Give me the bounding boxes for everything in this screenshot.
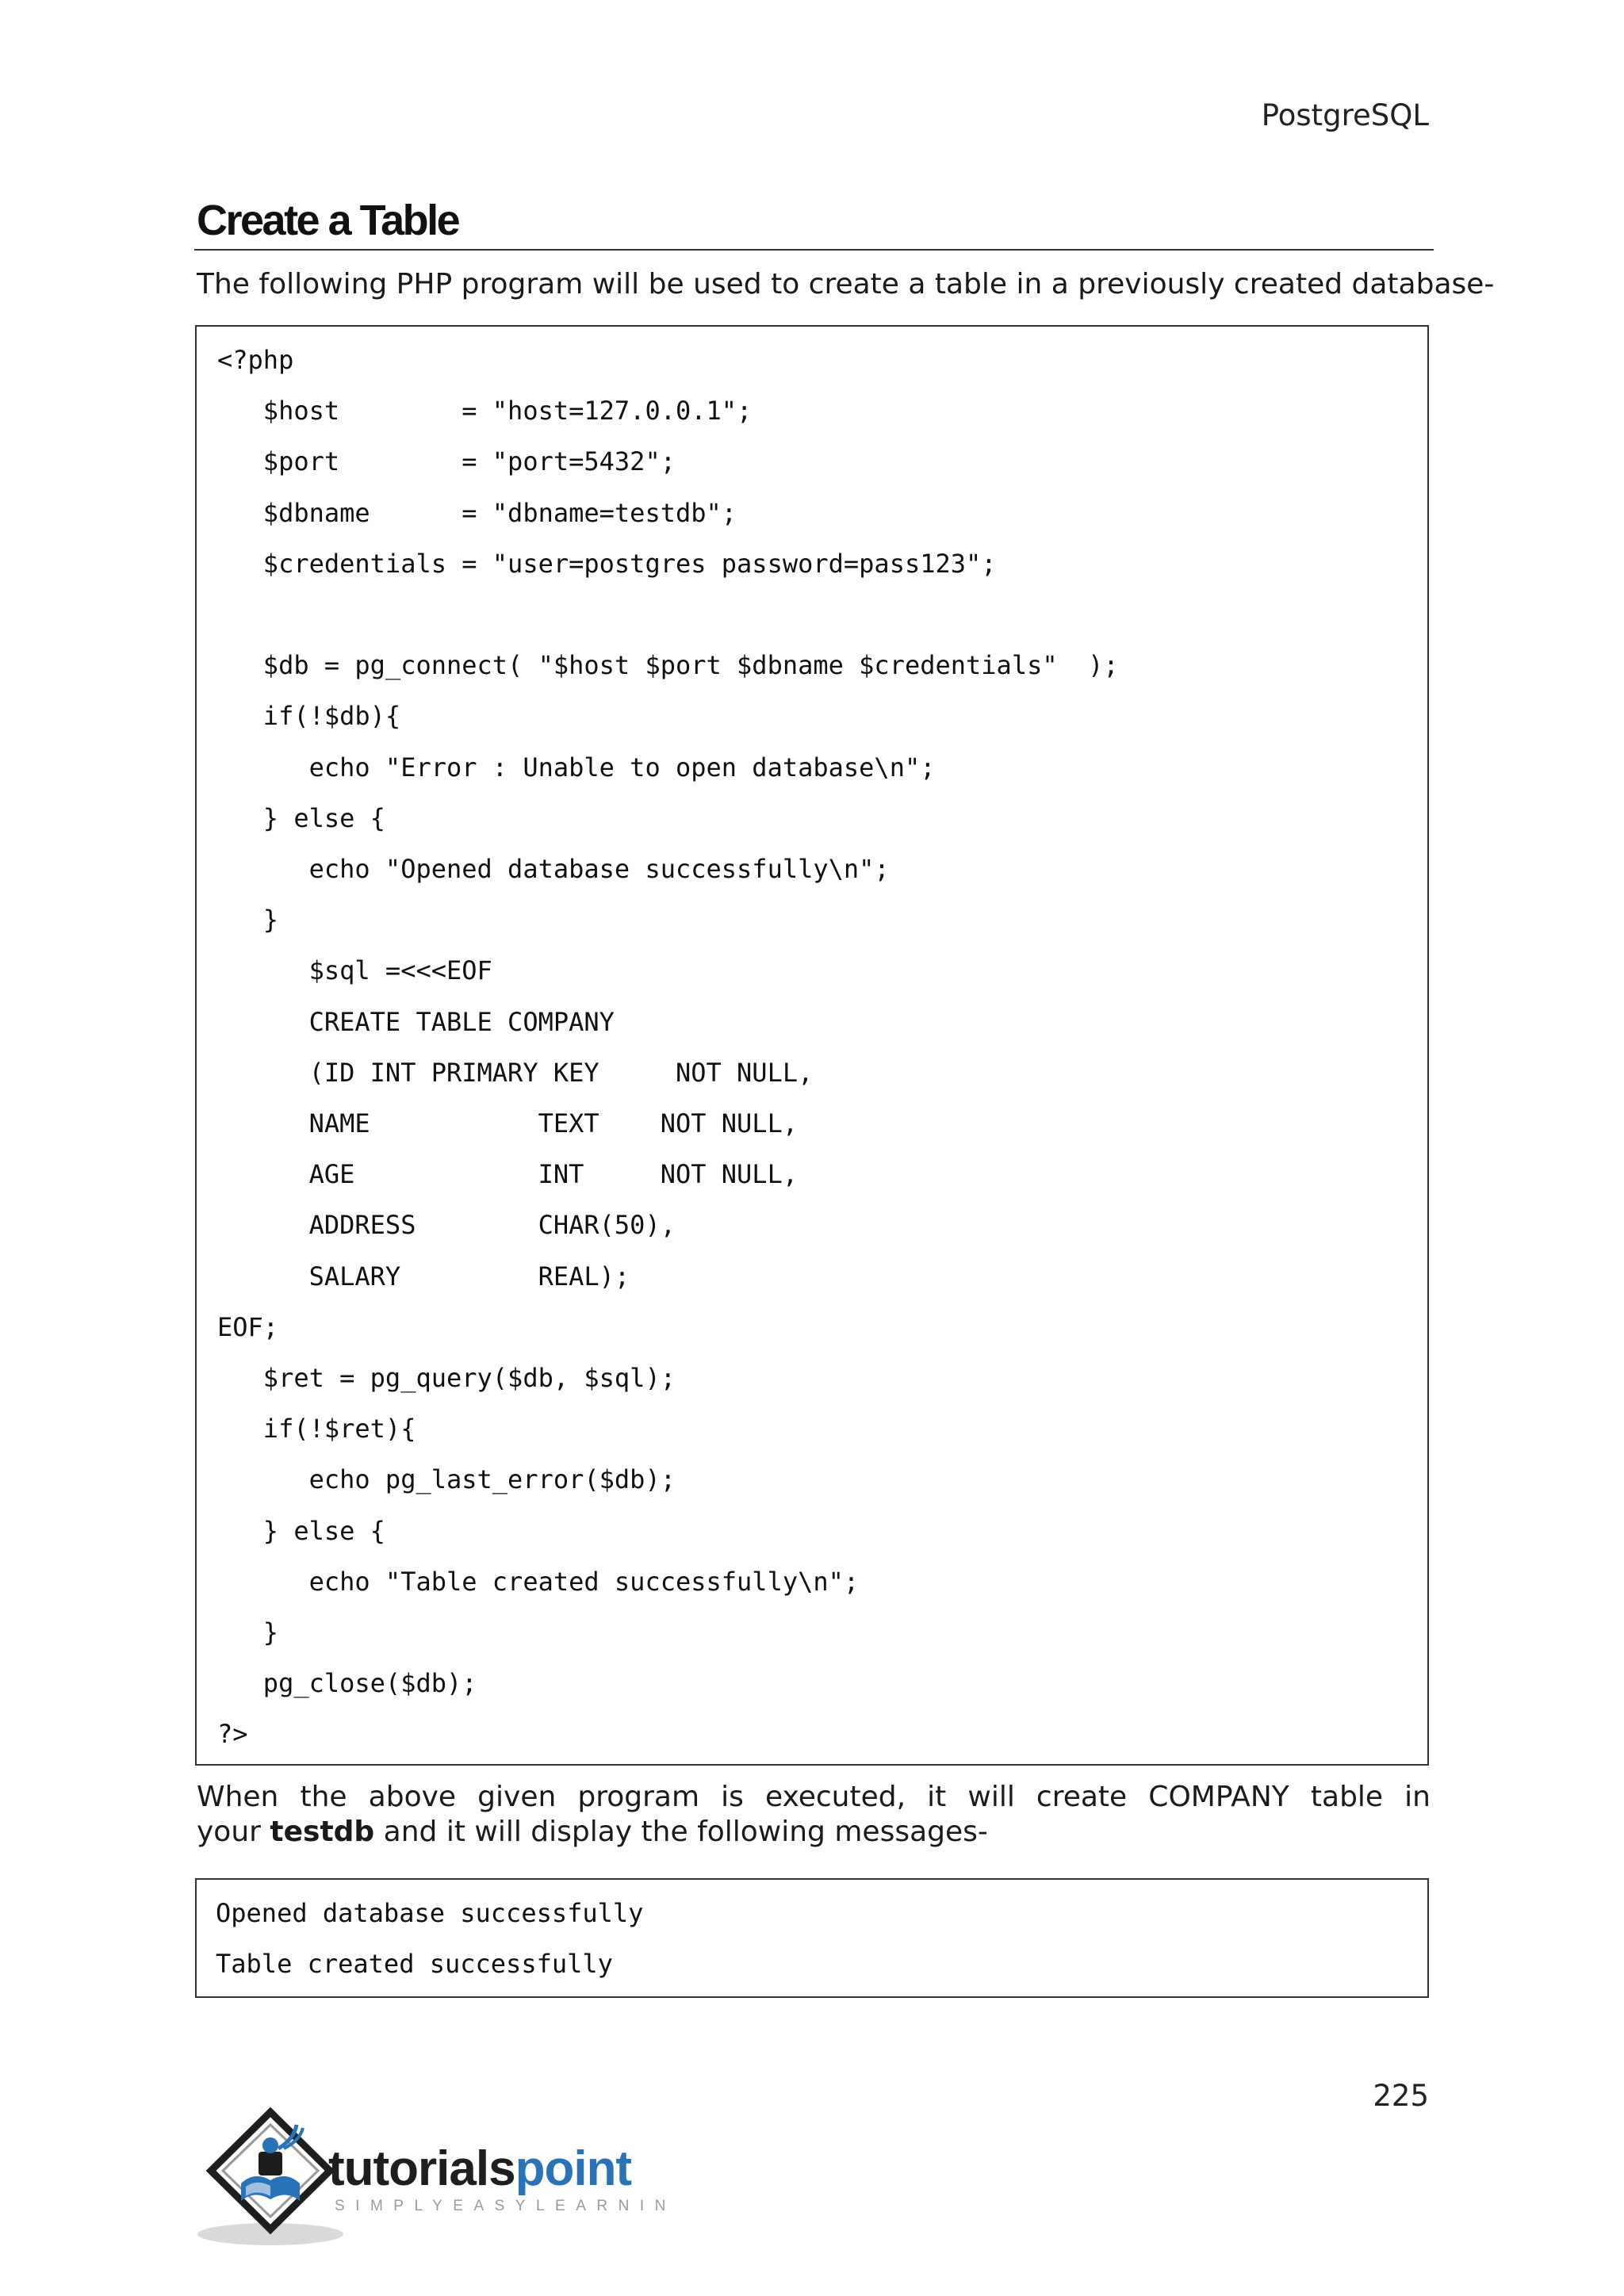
logo-wordmark [328, 2141, 631, 2196]
logo-word-accent: point [515, 2141, 632, 2196]
result-line-2-prefix: your [197, 1816, 270, 1848]
result-line-2-suffix: and it will display the following messages- [374, 1816, 988, 1848]
logo-word-primary: tutorials [328, 2141, 515, 2196]
code-text: <?php $host = "host=127.0.0.1"; $port = "port=5432"; $dbname = "dbname=testdb"; $credentials = "user=postgres password=pass123"; $db = pg_connect( "$host $port $dbname $credentials" ); if(!$db){ echo "Error : Unable to open database\n"; } else { echo "Opened database successfully\n"; } $sql =<<<EOF CREATE TABLE COMPANY (ID INT PRIMARY KEY NOT NULL, NAME TEXT NOT NULL, AGE INT NOT NULL, ADDRESS CHAR(50), SALARY REAL); EOF; $ret = pg_query($db, $sql); if(!$ret){ echo pg_last_error($db); } else { echo "Table created successfully\n"; } pg_close($db); ?> [217, 345, 1119, 1750]
result-paragraph [197, 1780, 1431, 1850]
output-text: Opened database successfully Table created successfully [216, 1898, 644, 1980]
logo-graphic [195, 2107, 671, 2250]
code-block [195, 325, 1429, 1766]
database-name: testdb [270, 1816, 375, 1848]
tutorialspoint-logo [195, 2107, 671, 2250]
intro-paragraph: The following PHP program will be used to create a table in a previously created database- [197, 268, 1495, 300]
result-line-1: When the above given program is executed, it will create COMPANY table in [197, 1781, 1431, 1813]
section-title: Create a Table [197, 197, 459, 244]
output-block [195, 1878, 1429, 1998]
page-number: 225 [1373, 2079, 1429, 2113]
logo-tagline: SIMPLYEASYLEARNING [335, 2198, 671, 2214]
running-header: PostgreSQL [1261, 98, 1429, 132]
title-divider [194, 249, 1434, 251]
